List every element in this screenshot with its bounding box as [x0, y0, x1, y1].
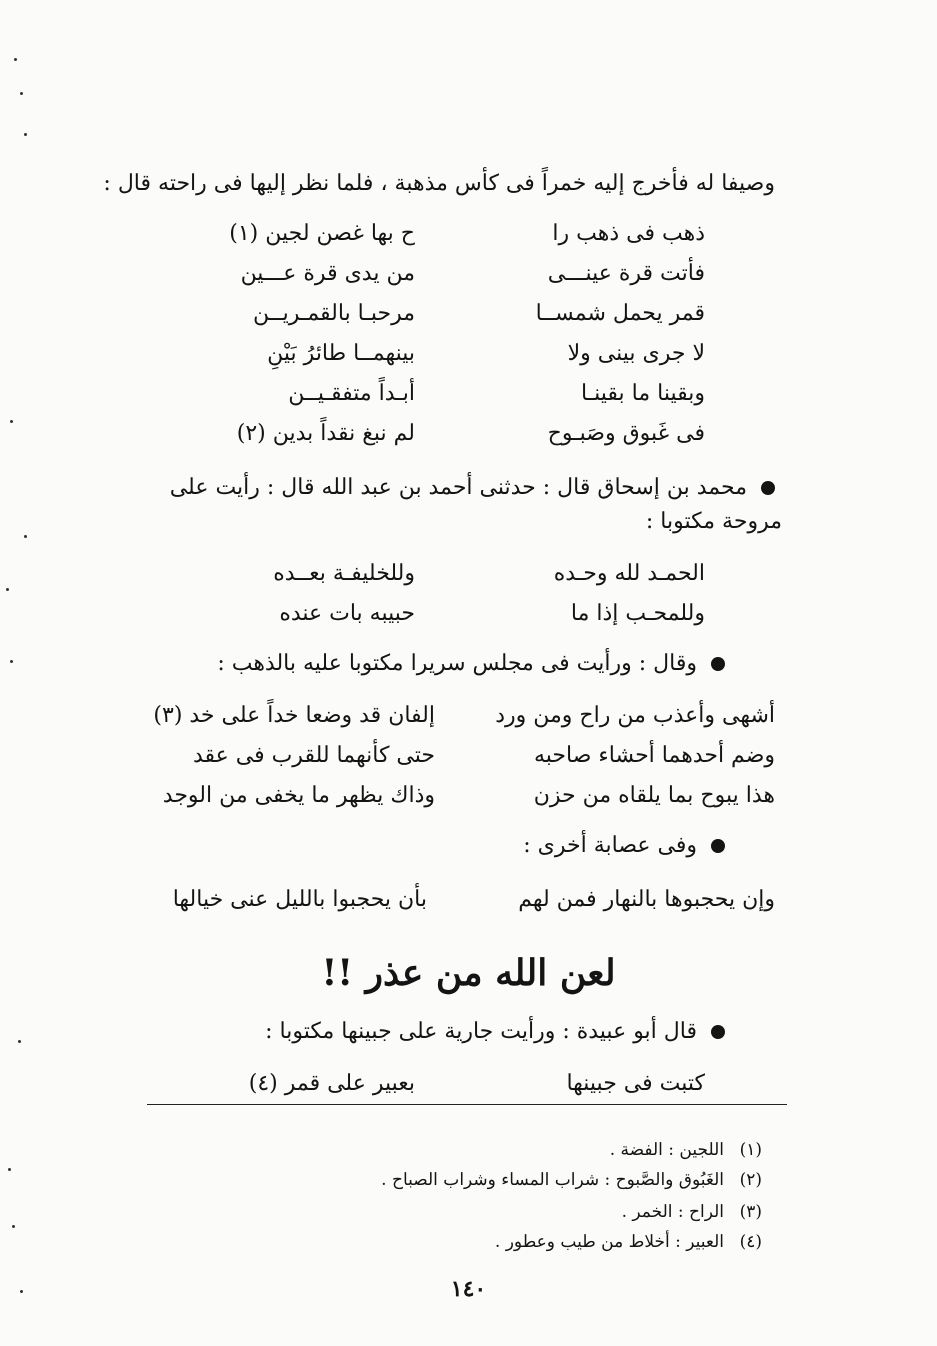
verse: [0, 594, 937, 634]
footnote: [622, 1198, 762, 1226]
margin-speck: [12, 1225, 15, 1228]
verse: [0, 374, 937, 414]
verse: [0, 1064, 937, 1104]
margin-speck: [18, 1040, 21, 1043]
paragraph-2-line-2: مروحة مكتوبا :: [645, 509, 782, 534]
verse-second-hemistich: مرحبـا بالقمـريــن: [252, 301, 415, 326]
verse-first-hemistich: الحمـد لله وحـده: [553, 561, 705, 586]
verse: [0, 776, 937, 816]
footnote-number: (١): [739, 1140, 762, 1160]
paragraph-3: وقال : ورأيت فى مجلس سريرا مكتوبا عليه بالذهب :: [85, 648, 725, 680]
verse-first-hemistich: فأتت قرة عينـــى: [547, 261, 705, 286]
bullet-icon: [711, 839, 725, 853]
verse-first-hemistich: ذهب فى ذهب را: [552, 221, 705, 246]
margin-speck: [24, 133, 27, 136]
verse-second-hemistich: وللخليفـة بعــده: [273, 561, 415, 586]
verse: [0, 214, 937, 254]
footnote-number: (٤): [739, 1232, 762, 1252]
footnote: [495, 1228, 762, 1256]
verse-second-hemistich: لم نبغ نقداً بدين (٢): [236, 421, 415, 446]
verse-second-hemistich: وذاك يظهر ما يخفى من الوجد: [162, 783, 435, 808]
bullet-icon: [761, 481, 775, 495]
verse: [0, 414, 937, 454]
verse-first-hemistich: فى غَبوق وصَبـوح: [547, 421, 705, 446]
verse: [0, 736, 937, 776]
margin-speck: [14, 58, 17, 61]
section-heading: لعن الله من عذر !!: [321, 952, 616, 994]
verse-first-hemistich: وإن يحجبوها بالنهار فمن لهم: [518, 887, 775, 912]
footnote-text: الغَبُوق والصَّبوح : شراب المساء وشراب الصباح .: [381, 1170, 724, 1190]
verse-first-hemistich: وبقينا ما بقينـا: [580, 381, 705, 406]
paragraph-2-line-1: محمد بن إسحاق قال : حدثنى أحمد بن عبد الله قال : رأيت على: [135, 472, 775, 504]
verse-first-hemistich: هذا يبوح بما يلقاه من حزن: [533, 783, 775, 808]
footnote-number: (٢): [739, 1170, 762, 1190]
paragraph-4: وفى عصابة أخرى :: [85, 830, 725, 862]
verse-second-hemistich: ح بها غصن لجين (١): [229, 221, 415, 246]
verse: [0, 880, 937, 920]
verse-second-hemistich: أبـداً متفقـيــن: [288, 381, 415, 406]
verse-second-hemistich: حتى كأنهما للقرب فى عقد: [192, 743, 435, 768]
verse: [0, 254, 937, 294]
margin-speck: [8, 1168, 11, 1171]
footnote-text: الراح : الخمر .: [621, 1202, 724, 1222]
footnote-text: العبير : أخلاط من طيب وعطور .: [494, 1232, 724, 1252]
verse-second-hemistich: بعبير على قمر (٤): [248, 1071, 415, 1096]
paragraph-5: قال أبو عبيدة : ورأيت جارية على جبينها مكتوبا :: [85, 1016, 725, 1048]
verse-first-hemistich: كتبت فى جبينها: [566, 1071, 705, 1096]
margin-speck: [20, 92, 23, 95]
verse-first-hemistich: قمر يحمل شمســا: [535, 301, 705, 326]
verse-first-hemistich: لا جرى بينى ولا: [567, 341, 705, 366]
verse: [0, 696, 937, 736]
verse: [0, 294, 937, 334]
footnote: [610, 1136, 762, 1164]
intro-line: وصيفا له فأخرج إليه خمراً فى كأس مذهبة ، فلما نظر إليها فى راحته قال :: [103, 171, 775, 196]
page-number: ١٤٠: [450, 1276, 487, 1302]
margin-speck: [10, 660, 13, 663]
verse-first-hemistich: أشهى وأعذب من راح ومن ورد: [495, 703, 775, 728]
footnote-divider: [147, 1104, 787, 1105]
footnote-number: (٣): [739, 1202, 762, 1222]
footnote: [381, 1166, 762, 1194]
verse: [0, 554, 937, 594]
verse-second-hemistich: إلفان قد وضعا خداً على خد (٣): [153, 703, 435, 728]
verse-second-hemistich: حبيبه بات عنده: [279, 601, 415, 626]
verse: [0, 334, 937, 374]
margin-speck: [24, 535, 27, 538]
verse-second-hemistich: بأن يحجبوا بالليل عنى خيالها: [172, 887, 427, 912]
verse-first-hemistich: وللمحـب إذا ما: [570, 601, 705, 626]
verse-second-hemistich: من يدى قرة عـــين: [240, 261, 415, 286]
bullet-icon: [711, 657, 725, 671]
bullet-icon: [711, 1025, 725, 1039]
footnote-text: اللجين : الفضة .: [609, 1140, 724, 1160]
verse-second-hemistich: بينهمــا طائرُ بَيْنِ: [267, 341, 415, 366]
verse-first-hemistich: وضم أحدهما أحشاء صاحبه: [533, 743, 775, 768]
